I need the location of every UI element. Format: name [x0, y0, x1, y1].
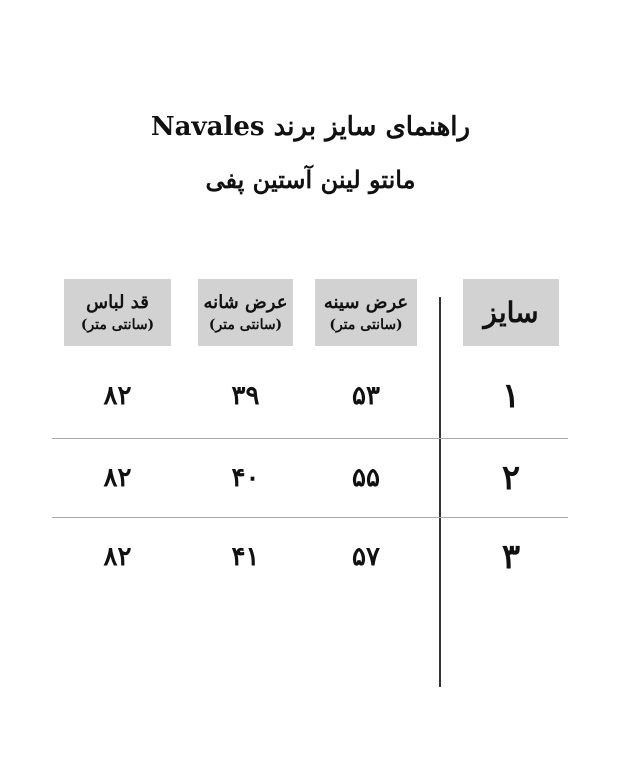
header-chest-label: عرض سینه [323, 291, 409, 313]
row-2-chest: ۵۵ [352, 463, 380, 493]
row-1-length: ۸۲ [103, 381, 132, 411]
row-divider-1 [52, 438, 568, 439]
page-subtitle: مانتو لینن آستین پفی [205, 165, 416, 194]
row-3-length: ۸۲ [103, 542, 132, 572]
header-size [463, 279, 559, 346]
row-3-size: ۳ [501, 537, 521, 577]
row-2-size: ۲ [501, 458, 521, 498]
row-1-size: ۱ [501, 376, 521, 416]
header-size-label: سایز [483, 296, 539, 329]
header-shoulder-unit: (سانتی متر) [208, 316, 283, 333]
row-2-length: ۸۲ [103, 463, 132, 493]
header-chest-unit: (سانتی متر) [329, 316, 403, 333]
header-length-unit: (سانتی متر) [80, 316, 155, 333]
row-3-shoulder: ۴۱ [231, 542, 260, 572]
row-2-shoulder: ۴۰ [231, 463, 260, 493]
row-1-chest: ۵۳ [352, 381, 380, 411]
header-chest-width [315, 279, 417, 346]
page-title: راهنمای سایز برند Navales [150, 112, 471, 142]
header-shoulder-label: عرض شانه [203, 291, 288, 313]
row-3-chest: ۵۷ [352, 542, 380, 572]
row-1-shoulder: ۳۹ [231, 381, 260, 411]
header-garment-length [64, 279, 171, 346]
column-divider [439, 297, 441, 687]
header-shoulder-width [198, 279, 293, 346]
header-length-label: قد لباس [86, 291, 149, 313]
row-divider-2 [52, 517, 568, 518]
